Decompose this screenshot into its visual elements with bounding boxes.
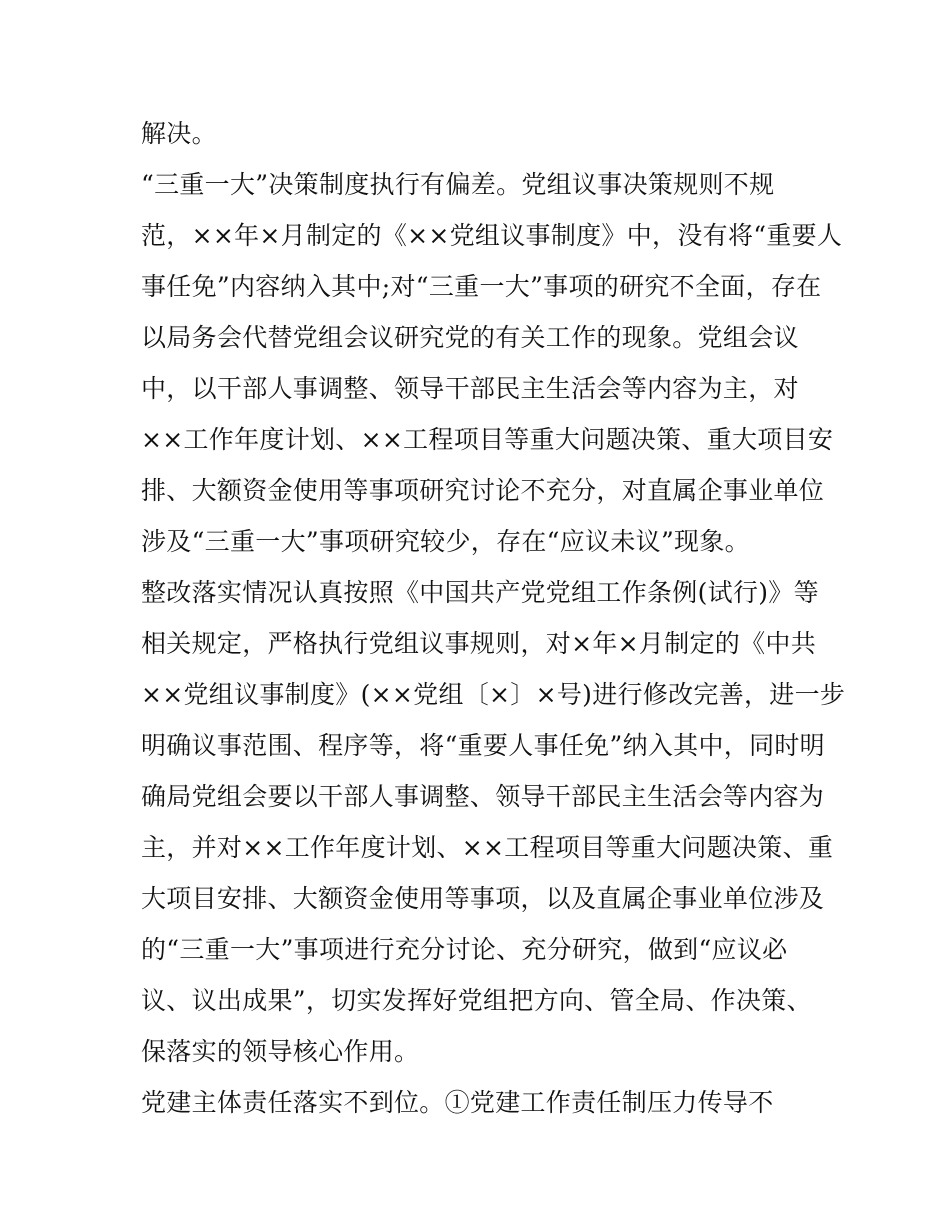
text-line: 整改落实情况认真按照《中国共产党党组工作条例(试行)》等	[141, 578, 819, 607]
text-line: 范，××年×月制定的《××党组议事制度》中，没有将“重要人	[141, 221, 843, 250]
text-line: 明确议事范围、程序等，将“重要人事任免”纳入其中，同时明	[141, 731, 825, 760]
text-line: 主，并对××工作年度计划、××工程项目等重大问题决策、重	[141, 833, 834, 862]
text-line: ××党组议事制度》(××党组〔×〕×号)进行修改完善，进一步	[141, 680, 846, 709]
body-text	[141, 108, 846, 1128]
text-line: 议、议出成果”，切实发挥好党组把方向、管全局、作决策、	[141, 986, 812, 1015]
text-line: 以局务会代替党组会议研究党的有关工作的现象。党组会议	[141, 323, 799, 352]
text-line: 确局党组会要以干部人事调整、领导干部民主生活会等内容为	[141, 782, 825, 811]
text-line: 排、大额资金使用等事项研究讨论不充分，对直属企事业单位	[141, 476, 825, 505]
text-line: 事任免”内容纳入其中;对“三重一大”事项的研究不全面，存在	[141, 272, 822, 301]
text-line: 中，以干部人事调整、领导干部民主生活会等内容为主，对	[141, 374, 799, 403]
text-line: 解决。	[141, 119, 217, 148]
text-line: 大项目安排、大额资金使用等事项，以及直属企事业单位涉及	[141, 884, 825, 913]
text-line: 涉及“三重一大”事项研究较少，存在“应议未议”现象。	[141, 527, 750, 556]
text-line: 保落实的领导核心作用。	[141, 1037, 420, 1066]
text-line: ××工作年度计划、××工程项目等重大问题决策、重大项目安	[141, 425, 834, 454]
text-line: 党建主体责任落实不到位。①党建工作责任制压力传导不	[141, 1088, 774, 1117]
text-line: “三重一大”决策制度执行有偏差。党组议事决策规则不规	[141, 170, 775, 199]
text-line: 的“三重一大”事项进行充分讨论、充分研究，做到“应议必	[141, 935, 788, 964]
text-line: 相关规定，严格执行党组议事规则，对×年×月制定的《中共	[141, 629, 816, 658]
